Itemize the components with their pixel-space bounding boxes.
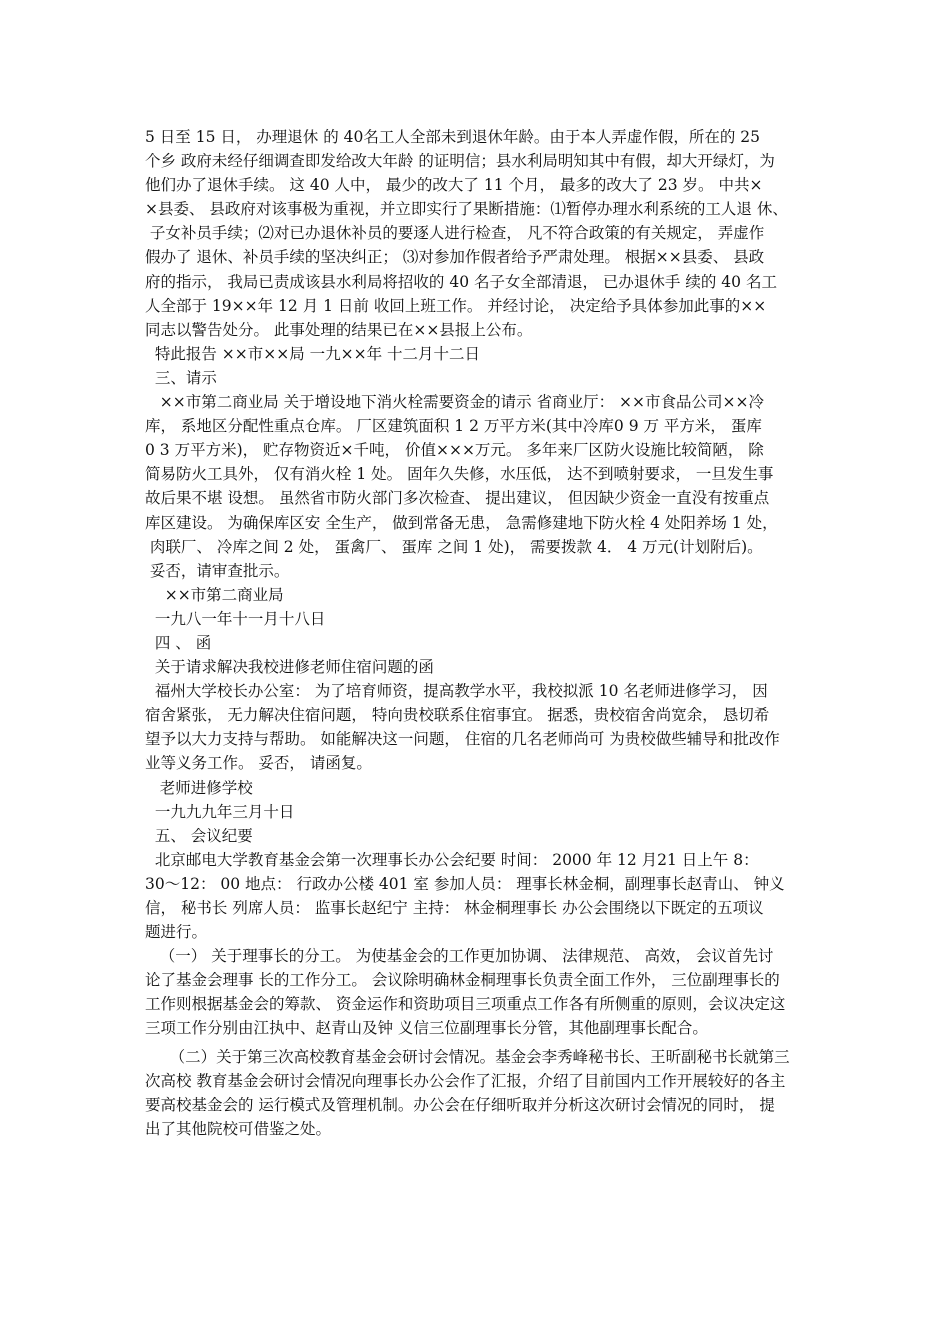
text-line: 5 日至 15 日， 办理退休 的 40名工人全部未到退休年龄。由于本人弄虚作假，所在的 25 <box>145 128 761 146</box>
text-line: 个乡 政府未经仔细调查即发给改大年龄 的证明信；县水利局明知其中有假，却大开绿灯，为 <box>145 152 775 171</box>
text-line: 老师进修学校 <box>145 778 253 797</box>
text-line: 望予以大力支持与帮助。 如能解决这一问题， 住宿的几名老师尚可 为贵校做些辅导和批改作 <box>145 730 780 749</box>
text-line: 特此报告 ××市××局 一九××年 十二月十二日 <box>145 344 481 363</box>
text-line: 三项工作分别由江执中、赵青山及钟 义信三位副理事长分管，其他副理事长配合。 <box>145 1019 708 1038</box>
text-line: 四 、 函 <box>145 633 212 652</box>
text-line: 工作则根据基金会的筹款、 资金运作和资助项目三项重点工作各有所侧重的原则，会议决定这 <box>145 995 786 1014</box>
text-line: ××市第二商业局 关于增设地下消火栓需要资金的请示 省商业厅： ××市食品公司××冷 <box>145 393 764 412</box>
text-line: 三、请示 <box>145 368 217 387</box>
text-line: 福州大学校长办公室： 为了培育师资，提高教学水平，我校拟派 10 名老师进修学习， 因 <box>145 682 768 701</box>
text-line: 题进行。 <box>145 923 208 942</box>
text-line: 故后果不堪 设想。 虽然省市防火部门多次检查、 提出建议， 但因缺少资金一直没有按重点 <box>145 489 770 508</box>
text-line: 一九八一年十一月十八日 <box>145 609 326 628</box>
text-line: ×县委、 县政府对该事极为重视，并立即实行了果断措施：⑴暂停办理水利系统的工人退 休、 <box>145 200 788 219</box>
text-line: 业等义务工作。 妥否， 请函复。 <box>145 754 372 773</box>
text-line: 出了其他院校可借鉴之处。 <box>145 1119 332 1138</box>
text-line: 关于请求解决我校进修老师住宿问题的函 <box>145 658 434 677</box>
text-line: 30～12： 00 地点： 行政办公楼 401 室 参加人员： 理事长林金桐，副理事长赵青山、 钟义 <box>145 874 785 893</box>
text-line: 人全部于 19××年 12 月 1 日前 收回上班工作。 并经讨论， 决定给予具体参加此事的×× <box>145 296 767 315</box>
text-line: （一） 关于理事长的分工。 为使基金会的工作更加协调、 法律规范、 高效， 会议首先讨 <box>145 947 774 966</box>
text-line: 他们办了退休手续。 这 40 人中， 最少的改大了 11 个月， 最多的改大了 23 岁。 中共× <box>145 176 763 195</box>
text-line: （二）关于第三次高校教育基金会研讨会情况。基金会李秀峰秘书长、王昕副秘书长就第三 <box>145 1047 790 1066</box>
text-line: 同志以警告处分。 此事处理的结果已在××县报上公布。 <box>145 320 533 339</box>
document-body <box>145 125 815 1141</box>
text-line: 肉联厂、 冷库之间 2 处， 蛋禽厂、 蛋库 之间 1 处)， 需要拨款 4． 4 万元(计划附后)。 <box>145 537 763 556</box>
text-line: 要高校基金会的 运行模式及管理机制。办公会在仔细听取并分析这次研讨会情况的同时， 提 <box>145 1095 775 1114</box>
text-line: 假办了 退休、补员手续的坚决纠正； ⑶对参加作假者给予严肃处理。 根据××县委、 县政 <box>145 248 765 267</box>
text-line: 0 3 万平方米)， 贮存物资近×千吨， 价值×××万元。 多年来厂区防火设施比较简陋， 除 <box>145 441 764 460</box>
text-line: 子女补员手续；⑵对已办退休补员的要逐人进行检查， 凡不符合政策的有关规定， 弄虚作 <box>145 224 765 243</box>
text-line: 次高校 教育基金会研讨会情况向理事长办公会作了汇报，介绍了目前国内工作开展较好的各主 <box>145 1071 786 1090</box>
text-line: 北京邮电大学教育基金会第一次理事长办公会纪要 时间： 2000 年 12 月21 日上午 8： <box>145 850 759 869</box>
text-line: 库， 系地区分配性重点仓库。 厂区建筑面积 1 2 万平方米(其中冷库0 9 万 平方米， 蛋库 <box>145 417 762 436</box>
text-line: 五、 会议纪要 <box>145 826 253 845</box>
text-line: 妥否，请审查批示。 <box>145 561 290 580</box>
text-line: 简易防火工具外， 仅有消火栓 1 处。 固年久失修，水压低， 达不到喷射要求， 一旦发生事 <box>145 465 774 484</box>
text-line: 一九九九年三月十日 <box>145 802 295 821</box>
text-line: 府的指示， 我局已责成该县水利局将招收的 40 名子女全部清退， 已办退休手 续的 40 名工 <box>145 272 777 291</box>
text-line: ××市第二商业局 <box>145 585 284 604</box>
text-line: 论了基金会理事 长的工作分工。 会议除明确林金桐理事长负责全面工作外， 三位副理事长的 <box>145 971 780 990</box>
text-line: 信， 秘书长 列席人员： 监事长赵纪宁 主持： 林金桐理事长 办公会围绕以下既定的五项议 <box>145 899 764 917</box>
text-line: 宿舍紧张， 无力解决住宿问题， 特向贵校联系住宿事宜。 据悉，贵校宿舍尚宽余， 恳切希 <box>145 706 770 725</box>
text-line: 库区建设。 为确保库区安 全生产， 做到常备无患， 急需修建地下防火栓 4 处阳养场 1 处， <box>145 513 778 532</box>
